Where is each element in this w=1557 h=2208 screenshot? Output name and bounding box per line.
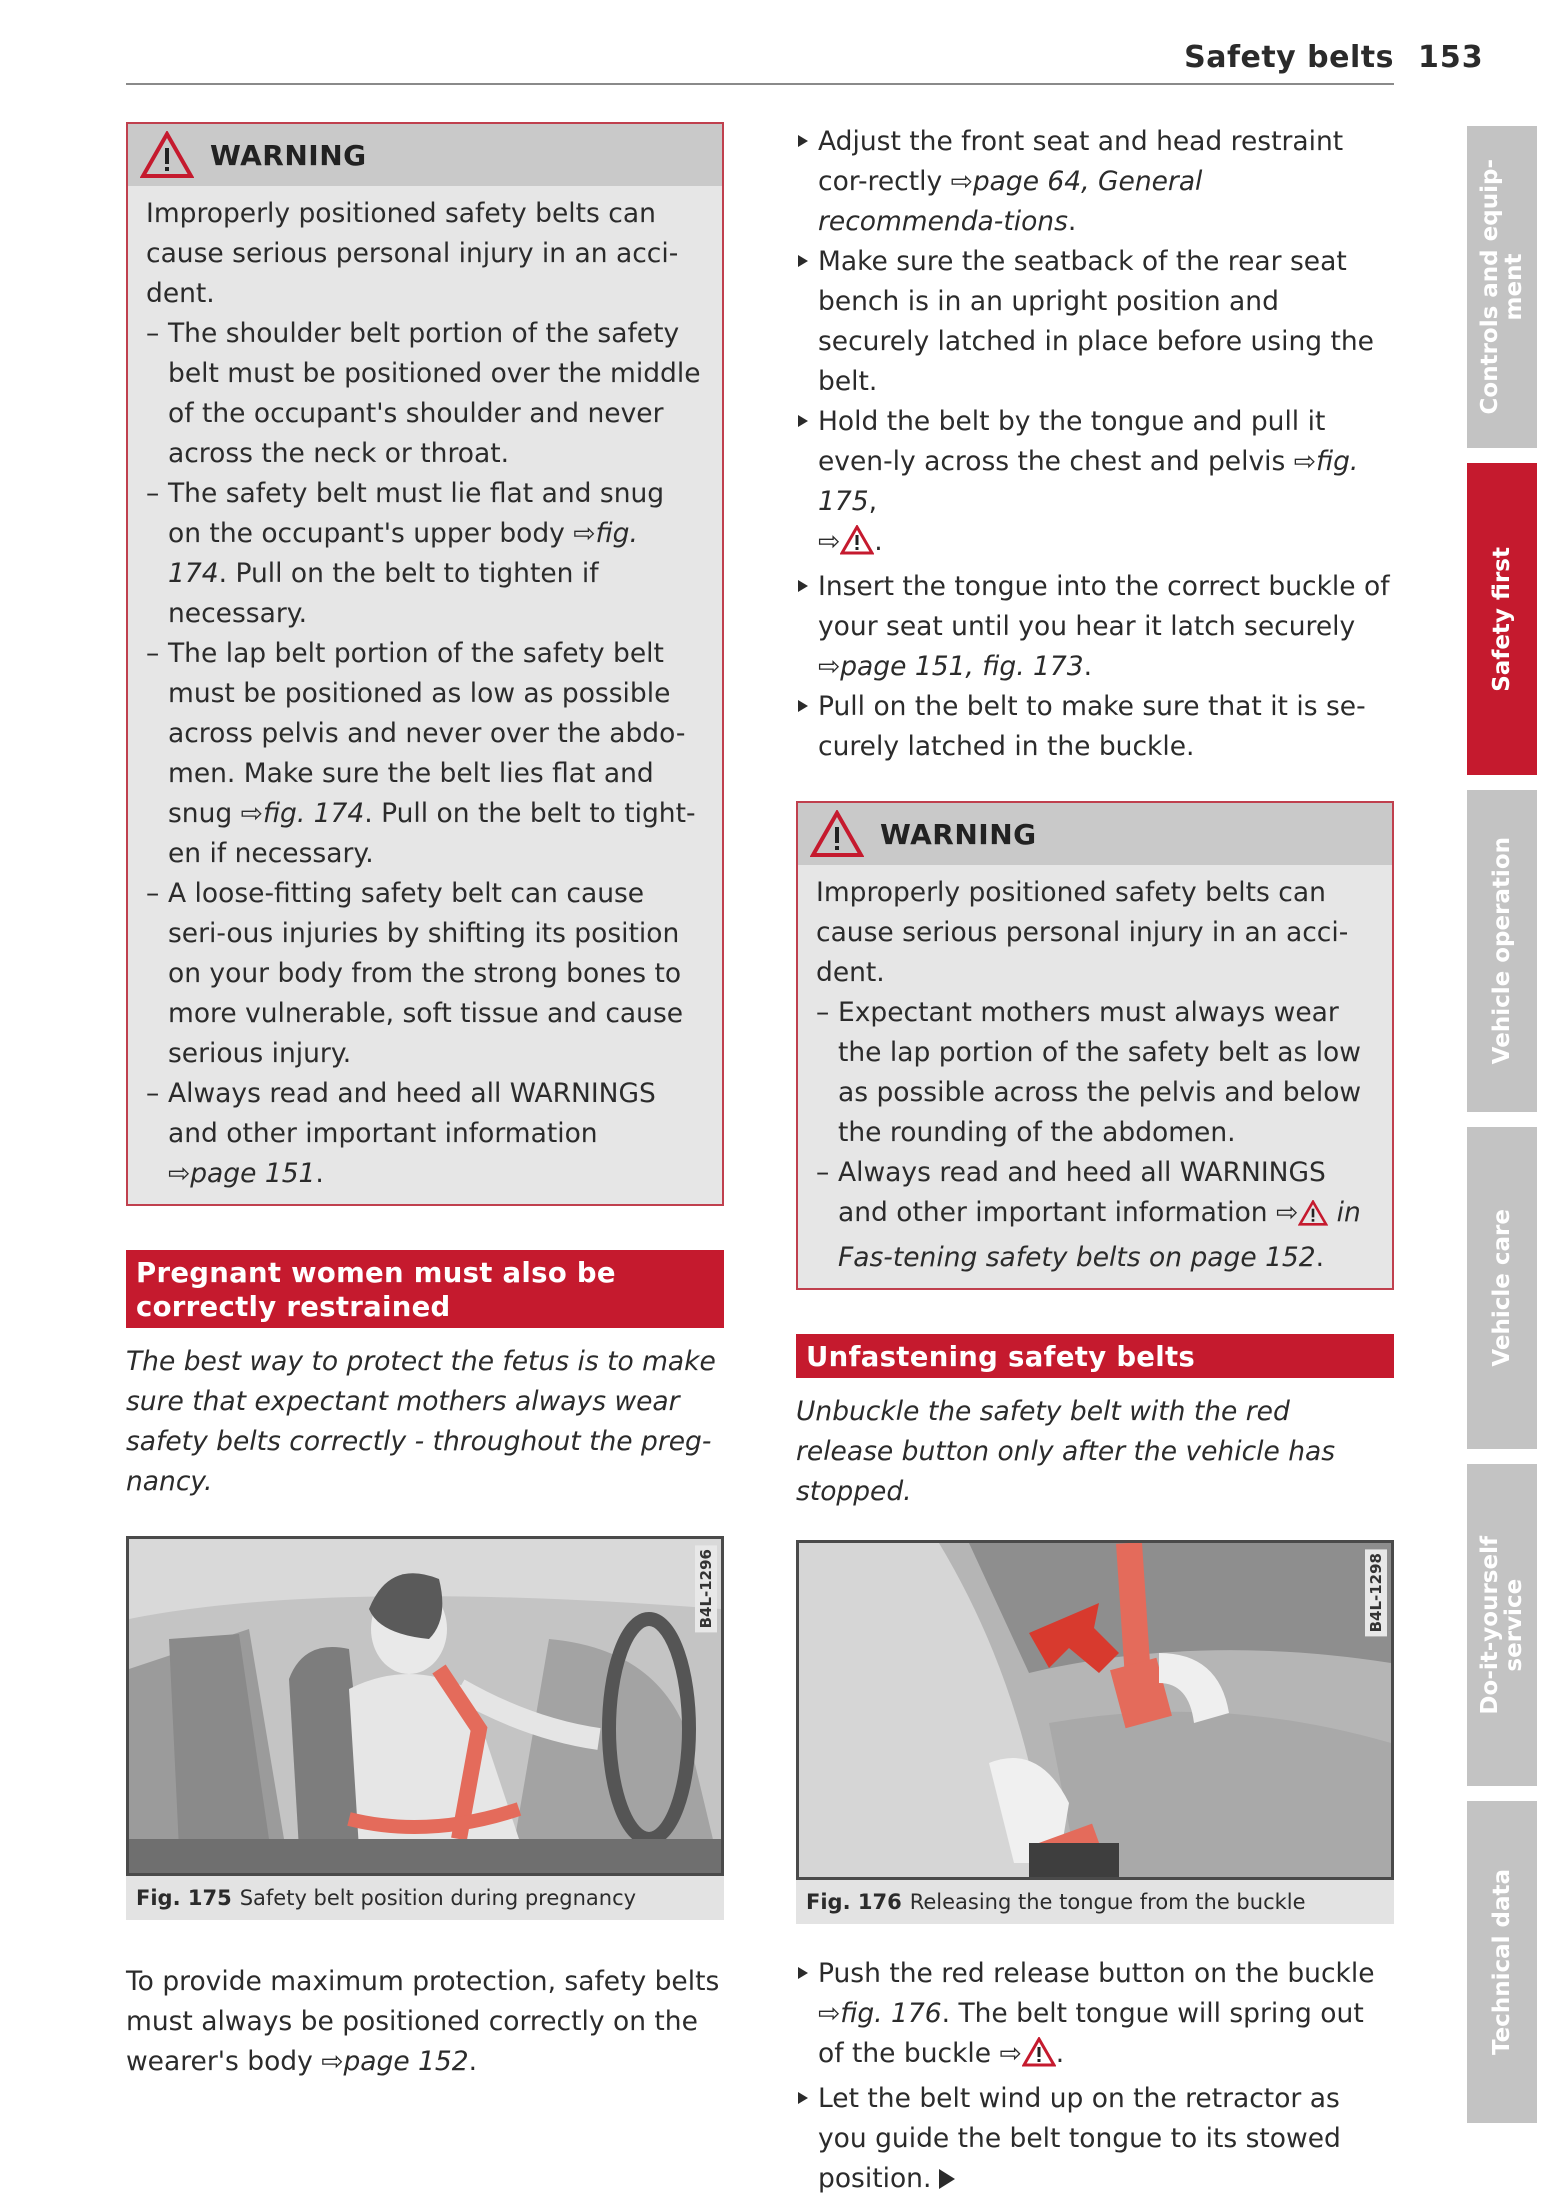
step-item (796, 1954, 1394, 2079)
warning-item-text: . Pull on the belt to tight-en if necessary. (168, 798, 696, 869)
figure-label: Fig. 175 (136, 1886, 232, 1910)
step-text: Insert the tongue into the correct buckle of your seat until you hear it latch securely (818, 571, 1390, 642)
warning-icon (810, 810, 864, 858)
step-text: . The belt tongue will spring out of the buckle (818, 1998, 1364, 2069)
step-text: . (874, 526, 883, 557)
figure-code: B4L-1298 (1365, 1549, 1387, 1636)
warning-item-text: Always read and heed all WARNINGS and other important information (838, 1157, 1326, 1228)
cross-reference-link[interactable]: fig. 176 (840, 1998, 942, 2029)
tab-vehicle-care[interactable] (1467, 1127, 1537, 1449)
warning-item (146, 314, 704, 474)
step-text: Adjust the front seat and head restraint cor-rectly (818, 126, 1344, 197)
tab-do-it-yourself-service[interactable] (1467, 1464, 1537, 1786)
body-text: . (468, 2046, 478, 2077)
warning-item (146, 474, 704, 634)
arrow-icon: ⇨ (168, 1158, 191, 1189)
running-header-title: Safety belts (1184, 40, 1394, 75)
cross-reference-link[interactable]: fig. 174 (168, 518, 638, 589)
step-text: , (868, 486, 878, 517)
step-item (796, 567, 1394, 687)
cross-reference-link[interactable]: fig. 174 (262, 798, 365, 829)
cross-reference-link[interactable]: page 151, fig. 173 (840, 651, 1084, 682)
warning-title: WARNING (880, 817, 1037, 851)
tab-controls-and-equipment[interactable] (1467, 126, 1537, 448)
tab-safety-first[interactable] (1467, 463, 1537, 775)
step-text: Let the belt wind up on the retractor as you guide the belt tongue to its stowed position. (818, 2083, 1341, 2194)
tab-technical-data[interactable] (1467, 1801, 1537, 2123)
warning-item (146, 634, 704, 874)
left-column (126, 122, 724, 2082)
figure-code: B4L-1296 (695, 1545, 717, 1632)
warning-header (798, 803, 1392, 865)
figure-caption-text: Releasing the tongue from the buckle (909, 1890, 1306, 1914)
header-rule (126, 83, 1394, 85)
tab-vehicle-operation[interactable] (1467, 790, 1537, 1112)
warning-box (796, 801, 1394, 1290)
cross-reference-link[interactable]: page 151 (190, 1158, 316, 1189)
warning-intro: Improperly positioned safety belts can cause serious personal injury in an acci-dent. (816, 877, 1349, 988)
step-text: Push the red release button on the buckle (818, 1958, 1375, 1989)
step-item (796, 687, 1394, 767)
warning-item-text: . (315, 1158, 324, 1189)
arrow-icon: ⇨ (1276, 1197, 1299, 1228)
tab-label: Safety first (1489, 546, 1515, 692)
pregnant-driver-illustration (129, 1539, 721, 1873)
figure-caption (126, 1876, 724, 1920)
warning-title: WARNING (210, 138, 367, 172)
warning-icon (140, 131, 194, 179)
arrow-icon: ⇨ (1293, 446, 1316, 477)
step-item (796, 242, 1394, 402)
figure-caption (796, 1880, 1394, 1924)
warning-item-text: Always read and heed all WARNINGS and other important information (168, 1078, 656, 1149)
warning-header (128, 124, 722, 186)
warning-intro: Improperly positioned safety belts can cause serious personal injury in an acci-dent. (146, 198, 679, 309)
warning-item (146, 1074, 704, 1194)
cross-reference-link[interactable]: page 64, General recommenda-tions (818, 166, 1203, 237)
section-lead: Unbuckle the safety belt with the red release button only after the vehicle has stopped. (796, 1396, 1336, 1507)
warning-item (146, 874, 704, 1074)
continue-arrow-icon (939, 2169, 955, 2189)
section-lead: The best way to protect the fetus is to make sure that expectant mothers always wear safety belts correctly - throughout the preg-nancy. (126, 1346, 716, 1497)
warning-item-text: The shoulder belt portion of the safety belt must be positioned over the middle of the occupant's shoulder and never across the neck or throat. (168, 318, 701, 469)
warning-icon (1298, 1198, 1328, 1238)
buckle-release-illustration (799, 1543, 1391, 1877)
warning-item (816, 993, 1374, 1153)
page-number: 153 (1418, 40, 1484, 75)
warning-item-text: Expectant mothers must always wear the lap portion of the safety belt as low as possible across the pelvis and below the rounding of the abdomen. (838, 997, 1362, 1148)
warning-icon (1022, 2037, 1056, 2079)
warning-body (798, 865, 1392, 1288)
arrow-icon: ⇨ (818, 526, 841, 557)
step-text: . (1055, 2038, 1065, 2069)
figure-175-illustration (126, 1536, 724, 1876)
section-heading-unfasten: Unfastening safety belts (796, 1334, 1394, 1378)
warning-box (126, 122, 724, 1206)
cross-reference-link[interactable]: in Fas-tening safety belts on page 152 (838, 1197, 1361, 1273)
figure-176-illustration (796, 1540, 1394, 1880)
step-text: Make sure the seatback of the rear seat bench is in an upright position and securely latched in place before using the belt. (818, 246, 1374, 397)
warning-item-text: The safety belt must lie flat and snug on the occupant's upper body (168, 478, 665, 549)
step-item (796, 122, 1394, 242)
step-item (796, 402, 1394, 567)
arrow-icon: ⇨ (999, 2038, 1022, 2069)
cross-reference-link[interactable]: fig. 175 (818, 446, 1359, 517)
body-paragraph (126, 1962, 724, 2082)
arrow-icon: ⇨ (818, 651, 841, 682)
warning-body (128, 186, 722, 1204)
tab-label: Do-it-yourself service (1477, 1535, 1527, 1715)
cross-reference-link[interactable]: page 152 (343, 2046, 469, 2077)
arrow-icon: ⇨ (240, 798, 263, 829)
tab-label: Vehicle operation (1489, 837, 1515, 1065)
figure-label: Fig. 176 (806, 1890, 902, 1914)
body-text: To provide maximum protection, safety belts must always be positioned correctly on the wearer's body (126, 1966, 720, 2077)
step-text: Pull on the belt to make sure that it is se-curely latched in the buckle. (818, 691, 1366, 762)
step-item (796, 2079, 1394, 2199)
warning-item (816, 1153, 1374, 1278)
tab-label: Vehicle care (1489, 1209, 1515, 1367)
figure-caption-text: Safety belt position during pregnancy (239, 1886, 637, 1910)
arrow-icon: ⇨ (573, 518, 596, 549)
warning-item-text: A loose-fitting safety belt can cause seri-ous injuries by shifting its position on your body from the strong bones to more vulnerable, soft tissue and cause serious injury. (168, 878, 684, 1069)
arrow-icon: ⇨ (950, 166, 973, 197)
arrow-icon: ⇨ (321, 2046, 344, 2077)
step-text: Hold the belt by the tongue and pull it even-ly across the chest and pelvis (818, 406, 1326, 477)
warning-item-text: . Pull on the belt to tighten if necessary. (168, 558, 599, 629)
tab-label: Controls and equip- ment (1477, 159, 1527, 415)
arrow-icon: ⇨ (818, 1998, 841, 2029)
right-column (796, 122, 1394, 2199)
step-text: . (1083, 651, 1093, 682)
warning-icon (840, 525, 874, 567)
warning-item-text: . (1315, 1242, 1325, 1273)
tab-label: Technical data (1489, 1868, 1515, 2056)
section-heading-pregnant: Pregnant women must also be correctly restrained (126, 1250, 724, 1328)
step-text: . (1067, 206, 1077, 237)
warning-item-text: The lap belt portion of the safety belt must be positioned as low as possible across pelvis and never over the abdo-men. Make sure the belt lies flat and snug (168, 638, 686, 829)
